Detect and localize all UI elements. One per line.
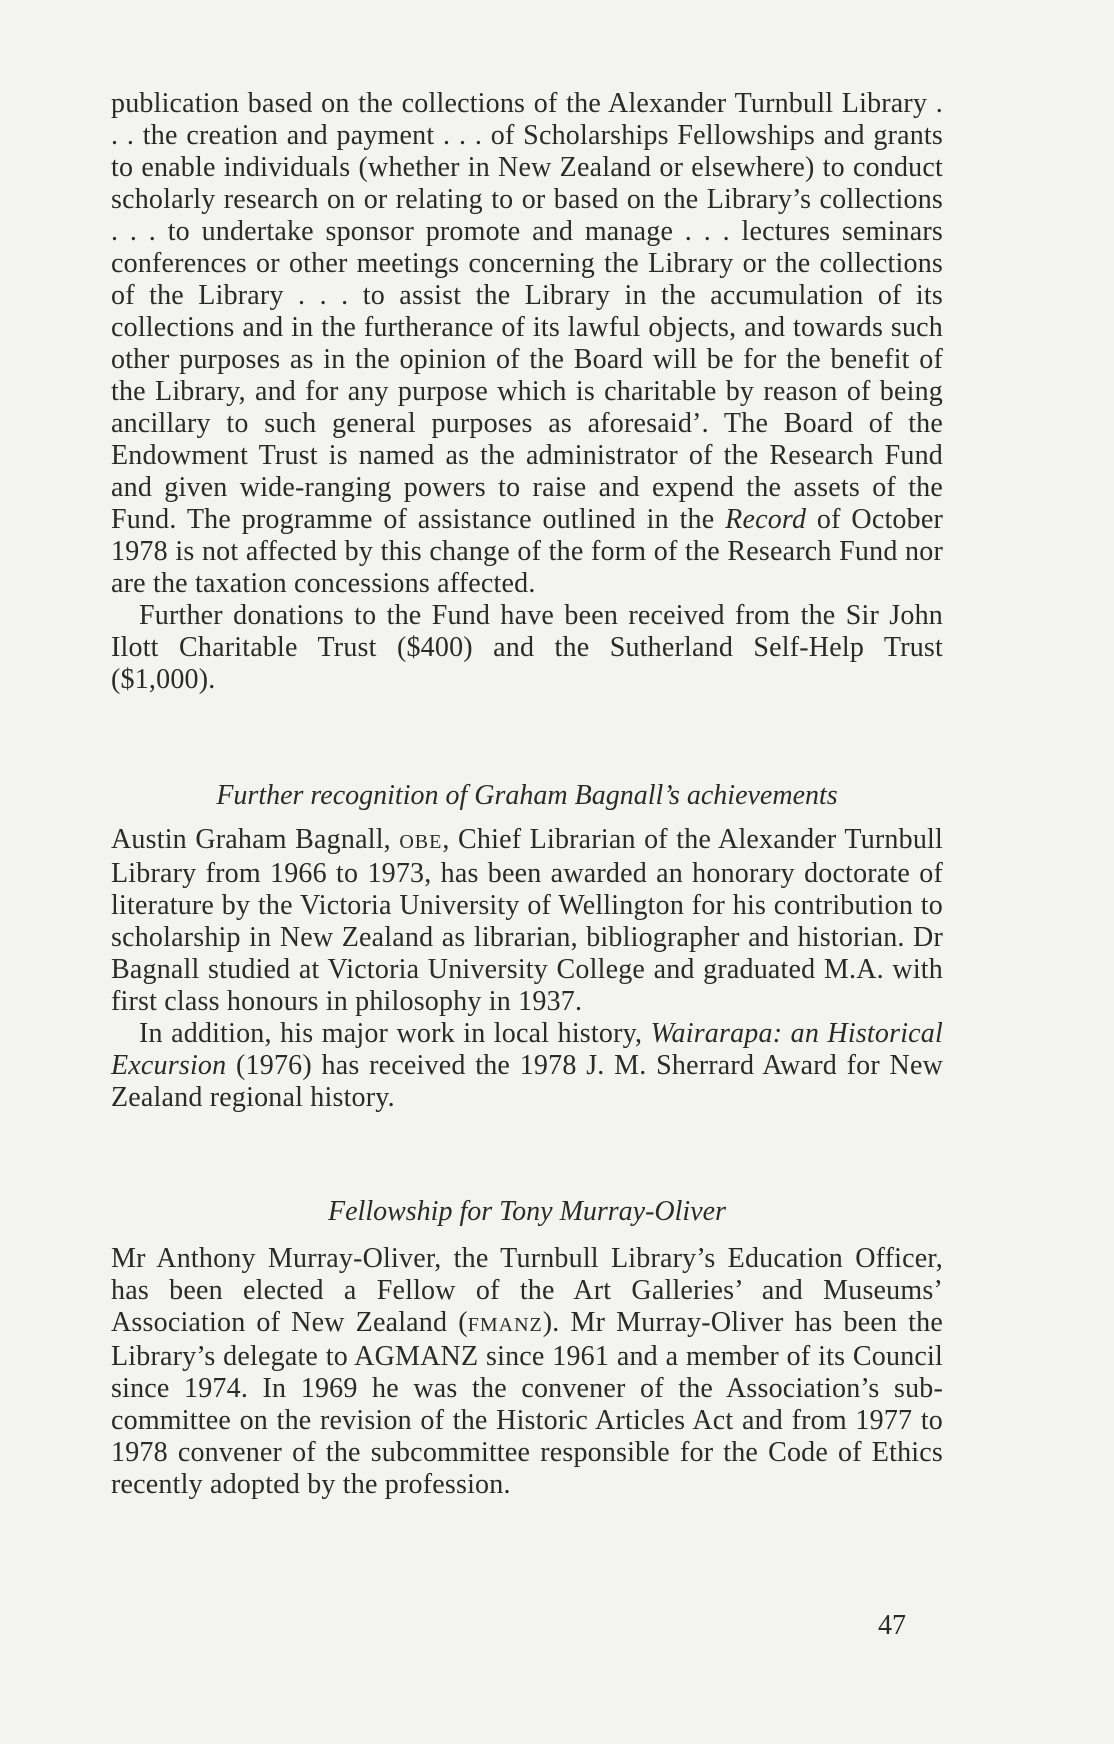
- bagnall-paragraph-start: Austin Graham Bagnall,: [111, 824, 400, 855]
- murray-oliver-paragraph-rest: ). Mr Murray-Oliver has been the Library’s delegate to AGMANZ since 1961 and a member of its Council since 1974. In 1969 he was the convener of the Association’s sub-committee on the revision of the Historic Articles Act and from 1977 to 1978 convener of the subcommittee responsible for the Code of Ethics recently adopted by the profession.: [111, 1307, 943, 1500]
- wairarapa-paragraph-rest: (1976) has received the 1978 J. M. Sherrard Award for New Zealand regional history.: [111, 1050, 943, 1113]
- bagnall-paragraph: [111, 824, 943, 1018]
- bagnall-section: [111, 824, 943, 1114]
- obe-honour: OBE: [399, 831, 443, 853]
- murray-oliver-heading: Fellowship for Tony Murray-Oliver: [328, 1196, 726, 1227]
- wairarapa-paragraph: [111, 1018, 943, 1114]
- donations-paragraph: Further donations to the Fund have been received from the Sir John Ilott Charitable Trust ($400) and the Sutherland Self-Help Trust ($1,000).: [111, 600, 943, 695]
- bagnall-heading: Further recognition of Graham Bagnall’s achievements: [216, 780, 838, 811]
- intro-paragraph-text: publication based on the collections of the Alexander Turnbull Library . . . the creation and payment . . . of Scholarships Fellowships and grants to enable individuals (whether in New Zealand or elsewhere) to conduct scholarly research on or relating to or based on the Library’s collections . . . to undertake sponsor promote and manage . . . lectures seminars conferences or other meetings concerning the Library or the collections of the Library . . . to assist the Library in the accumulation of its collections and in the furtherance of its lawful objects, and towards such other purposes as in the opinion of the Board will be for the benefit of the Library, and for any purpose which is charitable by reason of being ancillary to such general purposes as aforesaid’. The Board of the Endowment Trust is named as the administrator of the Research Fund and given wide-ranging powers to raise and expend the assets of the Fund. The programme of assistance outlined in the: [111, 88, 943, 535]
- record-title: Record: [725, 504, 807, 535]
- page-number: 47: [878, 1610, 906, 1641]
- murray-oliver-section: [111, 1243, 943, 1501]
- bagnall-paragraph-rest: , Chief Librarian of the Alexander Turnbull Library from 1966 to 1973, has been awarded an honorary doctorate of literature by the Victoria University of Wellington for his contribution to scholarship in New Zealand as librarian, bibliographer and historian. Dr Bagnall studied at Victoria University College and graduated M.A. with first class honours in philosophy in 1937.: [111, 824, 943, 1017]
- murray-oliver-paragraph: [111, 1243, 943, 1501]
- intro-section: [111, 88, 943, 696]
- fmanz-abbrev: FMANZ: [467, 1314, 543, 1336]
- wairarapa-paragraph-start: In addition, his major work in local history,: [139, 1018, 651, 1049]
- murray-oliver-paragraph-start: Mr Anthony Murray-Oliver, the Turnbull Library’s Education Officer, has been elected a Fellow of the Art Galleries’ and Museums’ Association of New Zealand (: [111, 1243, 943, 1338]
- wairarapa-title: Wairarapa: an Historical Excursion: [111, 1018, 943, 1081]
- intro-paragraph-end: of October 1978 is not affected by this change of the form of the Research Fund nor are the taxation concessions affected.: [111, 504, 943, 599]
- intro-paragraph: [111, 88, 943, 600]
